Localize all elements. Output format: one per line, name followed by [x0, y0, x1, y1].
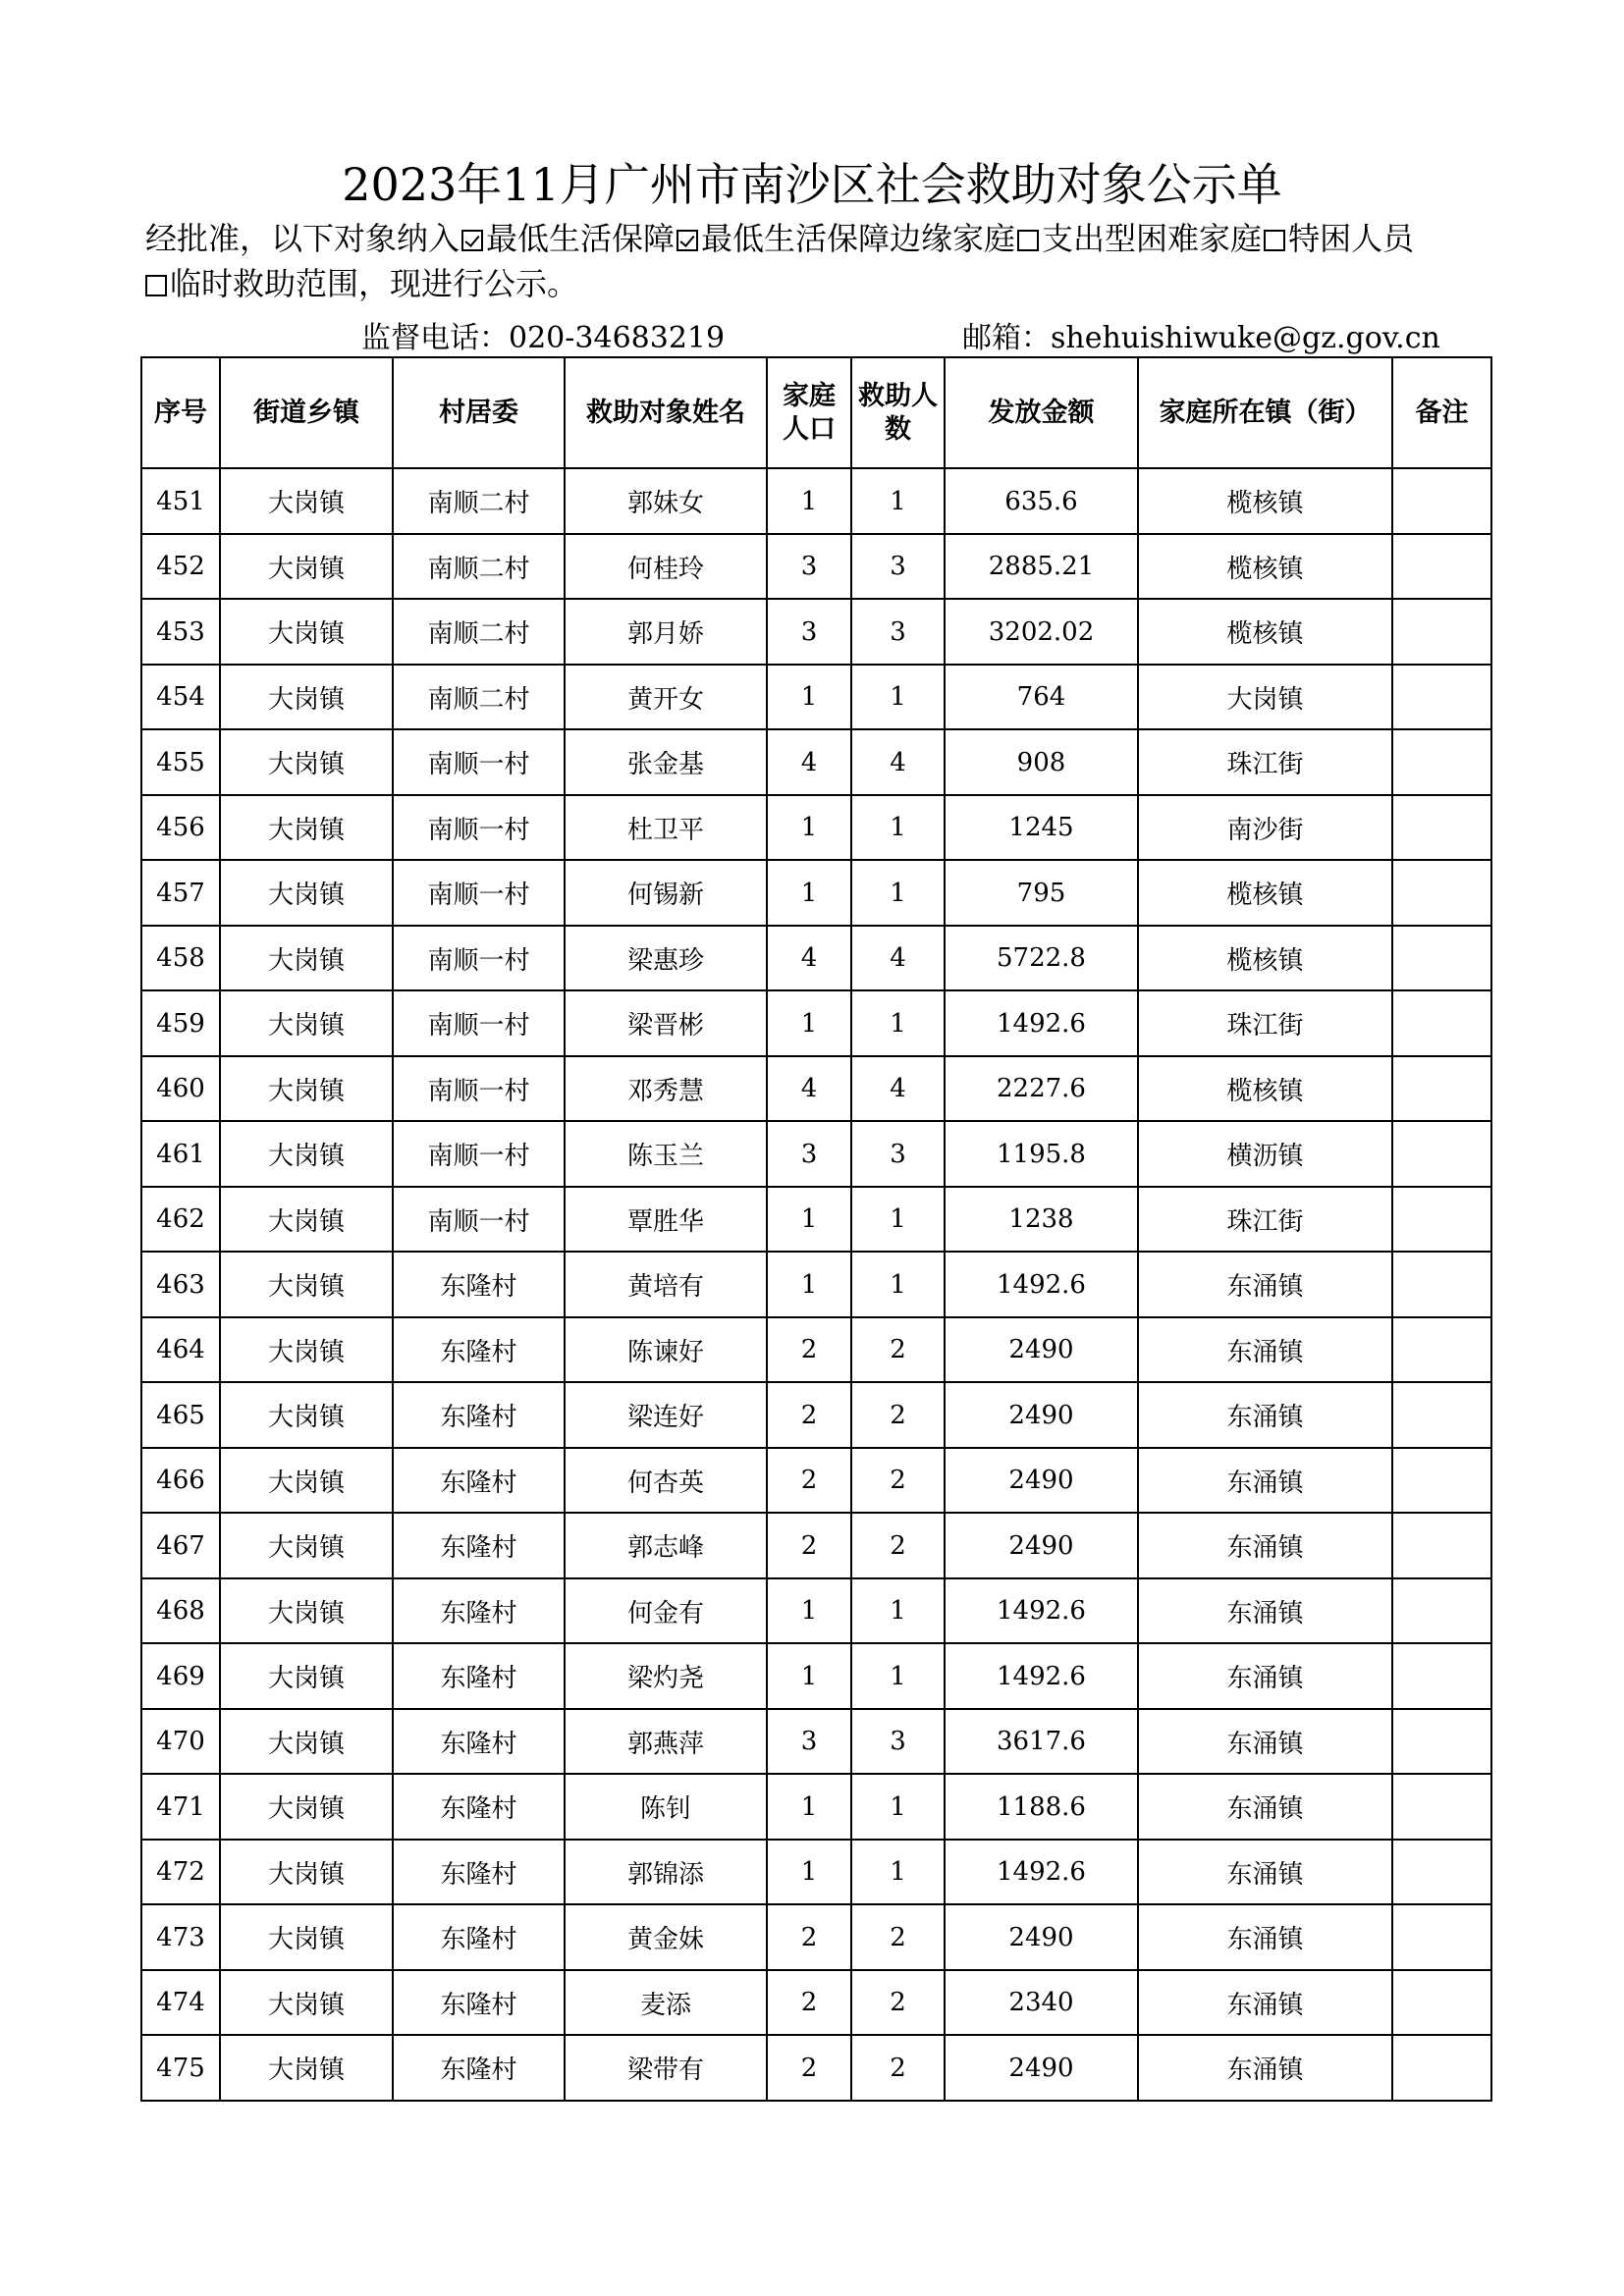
cell-street-town: 大岗镇: [220, 1187, 393, 1252]
cell-aid-count: 3: [851, 1121, 945, 1187]
cell-remarks: [1392, 2035, 1491, 2101]
table-row: [141, 1121, 1491, 1187]
table-row: [141, 860, 1491, 926]
cell-amount: 1195.8: [945, 1121, 1138, 1187]
checkbox-icon: [461, 230, 483, 251]
cell-household-size: 1: [767, 1252, 851, 1317]
cell-street-town: 大岗镇: [220, 990, 393, 1056]
cell-recipient-name: 麦添: [565, 1970, 767, 2035]
cell-remarks: [1392, 1187, 1491, 1252]
cell-remarks: [1392, 1382, 1491, 1448]
cell-street-town: 大岗镇: [220, 729, 393, 795]
cell-aid-count: 1: [851, 468, 945, 534]
checkbox-icon: [1264, 230, 1285, 251]
table-body: [141, 468, 1491, 2101]
cell-household-size: 2: [767, 1513, 851, 1578]
cell-household-size: 1: [767, 665, 851, 729]
table-row: [141, 1643, 1491, 1709]
cell-recipient-name: 梁惠珍: [565, 926, 767, 990]
cell-aid-count: 2: [851, 1448, 945, 1513]
cell-aid-count: 2: [851, 1382, 945, 1448]
cell-street-town: 大岗镇: [220, 1513, 393, 1578]
table-row: [141, 1970, 1491, 2035]
cell-household-town: 榄核镇: [1138, 468, 1392, 534]
cell-street-town: 大岗镇: [220, 665, 393, 729]
cell-household-town: 东涌镇: [1138, 1774, 1392, 1840]
cell-village-committee: 南顺一村: [393, 926, 565, 990]
cell-street-town: 大岗镇: [220, 1643, 393, 1709]
cell-household-town: 榄核镇: [1138, 599, 1392, 665]
cell-seq: 475: [141, 2035, 220, 2101]
table-row: [141, 665, 1491, 729]
cell-recipient-name: 郭月娇: [565, 599, 767, 665]
cell-amount: 2227.6: [945, 1056, 1138, 1121]
cell-household-town: 榄核镇: [1138, 534, 1392, 599]
cell-village-committee: 东隆村: [393, 1317, 565, 1382]
cell-amount: 2490: [945, 1317, 1138, 1382]
cell-aid-count: 1: [851, 795, 945, 860]
header-recipient-name: 救助对象姓名: [565, 357, 767, 468]
cell-recipient-name: 何锡新: [565, 860, 767, 926]
table-row: [141, 1056, 1491, 1121]
table-row: [141, 2035, 1491, 2101]
notice-line-1: [145, 216, 1520, 261]
table-row: [141, 1904, 1491, 1970]
cell-street-town: 大岗镇: [220, 2035, 393, 2101]
table-header-row: [141, 357, 1491, 468]
cell-amount: 2490: [945, 1513, 1138, 1578]
cell-village-committee: 东隆村: [393, 1578, 565, 1643]
cell-recipient-name: 陈玉兰: [565, 1121, 767, 1187]
cell-seq: 459: [141, 990, 220, 1056]
cell-remarks: [1392, 665, 1491, 729]
cell-household-size: 2: [767, 1904, 851, 1970]
cell-remarks: [1392, 1643, 1491, 1709]
cell-street-town: 大岗镇: [220, 1904, 393, 1970]
checkbox-icon: [145, 275, 167, 296]
table-row: [141, 534, 1491, 599]
cell-remarks: [1392, 1317, 1491, 1382]
cell-street-town: 大岗镇: [220, 1382, 393, 1448]
table-row: [141, 599, 1491, 665]
cell-seq: 470: [141, 1709, 220, 1774]
cell-village-committee: 东隆村: [393, 1448, 565, 1513]
notice-paragraph: [145, 216, 1520, 306]
cell-street-town: 大岗镇: [220, 795, 393, 860]
table-row: [141, 990, 1491, 1056]
cell-street-town: 大岗镇: [220, 926, 393, 990]
cell-aid-count: 4: [851, 926, 945, 990]
cell-village-committee: 东隆村: [393, 1709, 565, 1774]
cell-street-town: 大岗镇: [220, 1840, 393, 1904]
cell-village-committee: 南顺一村: [393, 1187, 565, 1252]
option-label: 特困人员: [1288, 220, 1415, 257]
cell-seq: 466: [141, 1448, 220, 1513]
cell-remarks: [1392, 1774, 1491, 1840]
cell-remarks: [1392, 468, 1491, 534]
cell-village-committee: 南顺一村: [393, 860, 565, 926]
cell-street-town: 大岗镇: [220, 1448, 393, 1513]
cell-amount: 1492.6: [945, 1578, 1138, 1643]
cell-remarks: [1392, 926, 1491, 990]
header-village-committee: 村居委: [393, 357, 565, 468]
cell-remarks: [1392, 1448, 1491, 1513]
cell-remarks: [1392, 860, 1491, 926]
cell-seq: 455: [141, 729, 220, 795]
cell-seq: 471: [141, 1774, 220, 1840]
cell-recipient-name: 何金有: [565, 1578, 767, 1643]
cell-recipient-name: 黄开女: [565, 665, 767, 729]
cell-household-town: 榄核镇: [1138, 860, 1392, 926]
cell-recipient-name: 黄培有: [565, 1252, 767, 1317]
cell-amount: 764: [945, 665, 1138, 729]
checkbox-icon: [1017, 230, 1039, 251]
cell-recipient-name: 郭锦添: [565, 1840, 767, 1904]
cell-aid-count: 3: [851, 534, 945, 599]
recipients-table: [140, 356, 1492, 2102]
cell-seq: 453: [141, 599, 220, 665]
table-row: [141, 1774, 1491, 1840]
cell-aid-count: 2: [851, 1904, 945, 1970]
table-row: [141, 1382, 1491, 1448]
table-row: [141, 729, 1491, 795]
cell-remarks: [1392, 1970, 1491, 2035]
cell-remarks: [1392, 599, 1491, 665]
cell-village-committee: 南顺一村: [393, 1121, 565, 1187]
cell-amount: 1238: [945, 1187, 1138, 1252]
cell-street-town: 大岗镇: [220, 1774, 393, 1840]
cell-street-town: 大岗镇: [220, 1317, 393, 1382]
cell-village-committee: 东隆村: [393, 1904, 565, 1970]
cell-household-size: 2: [767, 2035, 851, 2101]
option-label: 最低生活保障: [486, 220, 676, 257]
cell-village-committee: 南顺一村: [393, 795, 565, 860]
cell-amount: 1492.6: [945, 990, 1138, 1056]
cell-amount: 2490: [945, 2035, 1138, 2101]
cell-recipient-name: 张金基: [565, 729, 767, 795]
cell-household-size: 2: [767, 1448, 851, 1513]
cell-household-size: 1: [767, 1578, 851, 1643]
cell-recipient-name: 郭燕萍: [565, 1709, 767, 1774]
cell-aid-count: 1: [851, 1578, 945, 1643]
cell-recipient-name: 何杏英: [565, 1448, 767, 1513]
header-street-town: 街道乡镇: [220, 357, 393, 468]
option-label: 最低生活保障边缘家庭: [701, 220, 1016, 257]
cell-seq: 454: [141, 665, 220, 729]
cell-seq: 451: [141, 468, 220, 534]
cell-seq: 469: [141, 1643, 220, 1709]
cell-remarks: [1392, 1056, 1491, 1121]
cell-aid-count: 2: [851, 1970, 945, 2035]
cell-household-size: 2: [767, 1317, 851, 1382]
cell-remarks: [1392, 1121, 1491, 1187]
cell-household-town: 珠江街: [1138, 729, 1392, 795]
cell-aid-count: 4: [851, 729, 945, 795]
cell-street-town: 大岗镇: [220, 1578, 393, 1643]
cell-household-town: 东涌镇: [1138, 1643, 1392, 1709]
contact-email: 邮箱：shehuishiwuke@gz.gov.cn: [962, 321, 1440, 355]
cell-village-committee: 东隆村: [393, 1774, 565, 1840]
cell-household-town: 榄核镇: [1138, 1056, 1392, 1121]
cell-village-committee: 南顺一村: [393, 1056, 565, 1121]
cell-village-committee: 南顺二村: [393, 534, 565, 599]
cell-household-town: 大岗镇: [1138, 665, 1392, 729]
supervision-phone: 监督电话：020-34683219: [361, 321, 726, 355]
table-row: [141, 795, 1491, 860]
cell-village-committee: 东隆村: [393, 2035, 565, 2101]
table-row: [141, 1252, 1491, 1317]
cell-household-town: 东涌镇: [1138, 1382, 1392, 1448]
cell-remarks: [1392, 1709, 1491, 1774]
cell-amount: 2490: [945, 1904, 1138, 1970]
cell-aid-count: 3: [851, 599, 945, 665]
cell-street-town: 大岗镇: [220, 1121, 393, 1187]
cell-aid-count: 1: [851, 990, 945, 1056]
cell-amount: 3202.02: [945, 599, 1138, 665]
cell-amount: 2490: [945, 1448, 1138, 1513]
cell-aid-count: 1: [851, 860, 945, 926]
notice-prefix: 经批准，以下对象纳入: [145, 220, 460, 257]
cell-seq: 452: [141, 534, 220, 599]
cell-aid-count: 2: [851, 1317, 945, 1382]
cell-recipient-name: 梁灼尧: [565, 1643, 767, 1709]
table-row: [141, 1187, 1491, 1252]
cell-household-size: 4: [767, 729, 851, 795]
cell-seq: 463: [141, 1252, 220, 1317]
cell-street-town: 大岗镇: [220, 860, 393, 926]
table-row: [141, 468, 1491, 534]
cell-aid-count: 1: [851, 1840, 945, 1904]
cell-amount: 1188.6: [945, 1774, 1138, 1840]
cell-household-size: 3: [767, 599, 851, 665]
cell-household-size: 1: [767, 860, 851, 926]
option-label: 临时救助范围，现进行公示。: [170, 265, 579, 302]
table-row: [141, 1317, 1491, 1382]
cell-household-town: 东涌镇: [1138, 2035, 1392, 2101]
cell-street-town: 大岗镇: [220, 1056, 393, 1121]
cell-household-town: 珠江街: [1138, 1187, 1392, 1252]
cell-recipient-name: 梁带有: [565, 2035, 767, 2101]
cell-recipient-name: 梁连好: [565, 1382, 767, 1448]
cell-remarks: [1392, 1904, 1491, 1970]
cell-village-committee: 东隆村: [393, 1970, 565, 2035]
table-row: [141, 1448, 1491, 1513]
cell-village-committee: 南顺一村: [393, 729, 565, 795]
cell-street-town: 大岗镇: [220, 1970, 393, 2035]
cell-recipient-name: 梁晋彬: [565, 990, 767, 1056]
cell-household-town: 南沙街: [1138, 795, 1392, 860]
cell-aid-count: 1: [851, 1643, 945, 1709]
cell-remarks: [1392, 1513, 1491, 1578]
table-row: [141, 1840, 1491, 1904]
cell-remarks: [1392, 729, 1491, 795]
cell-household-town: 东涌镇: [1138, 1709, 1392, 1774]
table-row: [141, 1709, 1491, 1774]
cell-household-size: 4: [767, 926, 851, 990]
header-household-town: 家庭所在镇（街）: [1138, 357, 1392, 468]
cell-seq: 473: [141, 1904, 220, 1970]
table-row: [141, 1513, 1491, 1578]
cell-seq: 462: [141, 1187, 220, 1252]
cell-household-size: 2: [767, 1970, 851, 2035]
cell-remarks: [1392, 534, 1491, 599]
cell-amount: 1492.6: [945, 1252, 1138, 1317]
cell-household-size: 2: [767, 1382, 851, 1448]
cell-village-committee: 南顺一村: [393, 990, 565, 1056]
table-row: [141, 926, 1491, 990]
header-seq: 序号: [141, 357, 220, 468]
cell-village-committee: 东隆村: [393, 1252, 565, 1317]
cell-amount: 908: [945, 729, 1138, 795]
cell-household-size: 4: [767, 1056, 851, 1121]
cell-household-town: 横沥镇: [1138, 1121, 1392, 1187]
cell-aid-count: 2: [851, 1513, 945, 1578]
cell-aid-count: 1: [851, 1774, 945, 1840]
cell-seq: 456: [141, 795, 220, 860]
cell-household-size: 3: [767, 1709, 851, 1774]
notice-line-2: [145, 261, 1520, 306]
cell-amount: 1492.6: [945, 1643, 1138, 1709]
cell-village-committee: 南顺二村: [393, 468, 565, 534]
cell-village-committee: 东隆村: [393, 1643, 565, 1709]
cell-household-town: 珠江街: [1138, 990, 1392, 1056]
cell-household-town: 东涌镇: [1138, 1904, 1392, 1970]
cell-seq: 468: [141, 1578, 220, 1643]
cell-household-town: 东涌镇: [1138, 1448, 1392, 1513]
cell-amount: 2340: [945, 1970, 1138, 2035]
cell-street-town: 大岗镇: [220, 1709, 393, 1774]
cell-household-size: 1: [767, 1840, 851, 1904]
cell-aid-count: 3: [851, 1709, 945, 1774]
cell-household-town: 榄核镇: [1138, 926, 1392, 990]
checkbox-icon: [677, 230, 698, 251]
cell-amount: 1245: [945, 795, 1138, 860]
table-row: [141, 1578, 1491, 1643]
cell-seq: 457: [141, 860, 220, 926]
cell-village-committee: 东隆村: [393, 1513, 565, 1578]
cell-household-size: 1: [767, 1643, 851, 1709]
cell-recipient-name: 何桂玲: [565, 534, 767, 599]
cell-village-committee: 南顺二村: [393, 599, 565, 665]
header-amount: 发放金额: [945, 357, 1138, 468]
cell-remarks: [1392, 1252, 1491, 1317]
cell-household-size: 1: [767, 795, 851, 860]
cell-seq: 458: [141, 926, 220, 990]
cell-household-size: 1: [767, 1187, 851, 1252]
cell-household-size: 1: [767, 468, 851, 534]
cell-recipient-name: 郭妹女: [565, 468, 767, 534]
cell-amount: 2885.21: [945, 534, 1138, 599]
cell-remarks: [1392, 990, 1491, 1056]
cell-remarks: [1392, 1578, 1491, 1643]
cell-remarks: [1392, 795, 1491, 860]
cell-recipient-name: 邓秀慧: [565, 1056, 767, 1121]
cell-seq: 472: [141, 1840, 220, 1904]
cell-household-size: 3: [767, 534, 851, 599]
cell-recipient-name: 陈谏好: [565, 1317, 767, 1382]
cell-recipient-name: 陈钊: [565, 1774, 767, 1840]
cell-amount: 1492.6: [945, 1840, 1138, 1904]
header-remarks: 备注: [1392, 357, 1491, 468]
cell-street-town: 大岗镇: [220, 1252, 393, 1317]
cell-household-town: 东涌镇: [1138, 1317, 1392, 1382]
cell-household-town: 东涌镇: [1138, 1970, 1392, 2035]
option-label: 支出型困难家庭: [1042, 220, 1263, 257]
cell-seq: 465: [141, 1382, 220, 1448]
cell-street-town: 大岗镇: [220, 599, 393, 665]
cell-amount: 635.6: [945, 468, 1138, 534]
cell-household-size: 1: [767, 990, 851, 1056]
cell-seq: 461: [141, 1121, 220, 1187]
cell-household-town: 东涌镇: [1138, 1840, 1392, 1904]
cell-amount: 3617.6: [945, 1709, 1138, 1774]
cell-village-committee: 南顺二村: [393, 665, 565, 729]
page-title: 2023年11月广州市南沙区社会救助对象公示单: [342, 158, 1282, 211]
header-aid-count: 救助人数: [851, 357, 945, 468]
header-household-size: 家庭人口: [767, 357, 851, 468]
cell-remarks: [1392, 1840, 1491, 1904]
cell-amount: 2490: [945, 1382, 1138, 1448]
cell-street-town: 大岗镇: [220, 468, 393, 534]
cell-seq: 474: [141, 1970, 220, 2035]
cell-household-size: 3: [767, 1121, 851, 1187]
cell-recipient-name: 黄金妹: [565, 1904, 767, 1970]
cell-seq: 467: [141, 1513, 220, 1578]
cell-seq: 464: [141, 1317, 220, 1382]
cell-aid-count: 1: [851, 665, 945, 729]
cell-village-committee: 东隆村: [393, 1382, 565, 1448]
cell-amount: 5722.8: [945, 926, 1138, 990]
cell-street-town: 大岗镇: [220, 534, 393, 599]
cell-aid-count: 1: [851, 1252, 945, 1317]
cell-aid-count: 2: [851, 2035, 945, 2101]
cell-amount: 795: [945, 860, 1138, 926]
cell-village-committee: 东隆村: [393, 1840, 565, 1904]
cell-aid-count: 1: [851, 1187, 945, 1252]
cell-household-town: 东涌镇: [1138, 1578, 1392, 1643]
cell-recipient-name: 杜卫平: [565, 795, 767, 860]
cell-aid-count: 4: [851, 1056, 945, 1121]
cell-household-size: 1: [767, 1774, 851, 1840]
cell-recipient-name: 郭志峰: [565, 1513, 767, 1578]
cell-recipient-name: 覃胜华: [565, 1187, 767, 1252]
cell-household-town: 东涌镇: [1138, 1513, 1392, 1578]
cell-seq: 460: [141, 1056, 220, 1121]
cell-household-town: 东涌镇: [1138, 1252, 1392, 1317]
